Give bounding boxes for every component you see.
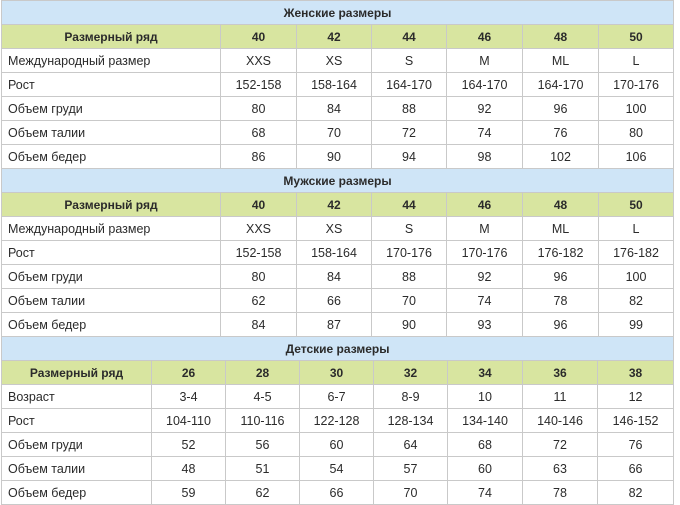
table-row (2, 265, 674, 289)
cell: 70 (297, 121, 372, 145)
section-title-women: Женские размеры (2, 1, 674, 25)
cell: 74 (447, 289, 523, 313)
cell: 164-170 (372, 73, 447, 97)
header-cell: 50 (599, 25, 674, 49)
table-row (2, 433, 674, 457)
cell: 78 (523, 481, 598, 505)
header-cell: 40 (221, 193, 297, 217)
cell: 94 (372, 145, 447, 169)
cell: ML (523, 49, 599, 73)
table-row (2, 97, 674, 121)
cell: 76 (598, 433, 674, 457)
cell: 128-134 (374, 409, 448, 433)
cell: 80 (221, 97, 297, 121)
cell: 57 (374, 457, 448, 481)
table-row (2, 457, 674, 481)
cell: 6-7 (300, 385, 374, 409)
cell: 158-164 (297, 73, 372, 97)
cell: 4-5 (226, 385, 300, 409)
header-label: Размерный ряд (2, 193, 221, 217)
cell: 74 (448, 481, 523, 505)
cell: 90 (372, 313, 447, 337)
section-title-men: Мужские размеры (2, 169, 674, 193)
header-cell: 40 (221, 25, 297, 49)
table-row (2, 145, 674, 169)
table-row (2, 313, 674, 337)
cell: 8-9 (374, 385, 448, 409)
kids-sizes-table (1, 336, 674, 505)
table-row (2, 217, 674, 241)
table-row (2, 289, 674, 313)
cell: 74 (447, 121, 523, 145)
section-title-kids: Детские размеры (2, 337, 674, 361)
cell: 100 (599, 265, 674, 289)
table-row (2, 73, 674, 97)
cell: 176-182 (523, 241, 599, 265)
cell: 98 (447, 145, 523, 169)
table-row (2, 49, 674, 73)
row-label: Рост (2, 241, 221, 265)
cell: 122-128 (300, 409, 374, 433)
cell: 66 (297, 289, 372, 313)
row-label: Объем бедер (2, 145, 221, 169)
cell: 84 (297, 97, 372, 121)
header-cell: 42 (297, 25, 372, 49)
cell: 54 (300, 457, 374, 481)
cell: S (372, 217, 447, 241)
cell: 72 (523, 433, 598, 457)
cell: 176-182 (599, 241, 674, 265)
cell: 82 (599, 289, 674, 313)
cell: 170-176 (599, 73, 674, 97)
table-row (2, 409, 674, 433)
cell: 68 (221, 121, 297, 145)
cell: 92 (447, 265, 523, 289)
cell: 80 (221, 265, 297, 289)
cell: 62 (226, 481, 300, 505)
cell: XXS (221, 217, 297, 241)
header-row (2, 25, 674, 49)
header-cell: 26 (152, 361, 226, 385)
row-label: Объем груди (2, 433, 152, 457)
men-sizes-table (1, 168, 674, 337)
cell: 110-116 (226, 409, 300, 433)
header-cell: 44 (372, 193, 447, 217)
header-cell: 48 (523, 25, 599, 49)
cell: 84 (297, 265, 372, 289)
cell: ML (523, 217, 599, 241)
cell: 164-170 (523, 73, 599, 97)
row-label: Возраст (2, 385, 152, 409)
cell: 92 (447, 97, 523, 121)
header-cell: 50 (599, 193, 674, 217)
cell: 66 (300, 481, 374, 505)
cell: 170-176 (372, 241, 447, 265)
row-label: Рост (2, 73, 221, 97)
cell: 100 (599, 97, 674, 121)
header-cell: 42 (297, 193, 372, 217)
cell: 3-4 (152, 385, 226, 409)
cell: 68 (448, 433, 523, 457)
cell: 70 (374, 481, 448, 505)
cell: 140-146 (523, 409, 598, 433)
cell: 59 (152, 481, 226, 505)
cell: 82 (598, 481, 674, 505)
row-label: Международный размер (2, 217, 221, 241)
table-row (2, 241, 674, 265)
header-cell: 48 (523, 193, 599, 217)
cell: 62 (221, 289, 297, 313)
cell: 76 (523, 121, 599, 145)
table-row (2, 385, 674, 409)
cell: 106 (599, 145, 674, 169)
header-cell: 46 (447, 193, 523, 217)
cell: L (599, 49, 674, 73)
header-cell: 44 (372, 25, 447, 49)
cell: 152-158 (221, 241, 297, 265)
row-label: Объем груди (2, 97, 221, 121)
cell: 84 (221, 313, 297, 337)
cell: M (447, 49, 523, 73)
cell: 152-158 (221, 73, 297, 97)
cell: 99 (599, 313, 674, 337)
row-label: Объем талии (2, 121, 221, 145)
cell: S (372, 49, 447, 73)
table-row (2, 121, 674, 145)
cell: 10 (448, 385, 523, 409)
cell: XS (297, 217, 372, 241)
cell: 158-164 (297, 241, 372, 265)
cell: 102 (523, 145, 599, 169)
row-label: Объем талии (2, 457, 152, 481)
row-label: Объем бедер (2, 313, 221, 337)
header-cell: 28 (226, 361, 300, 385)
cell: 52 (152, 433, 226, 457)
cell: 164-170 (447, 73, 523, 97)
cell: 80 (599, 121, 674, 145)
cell: 96 (523, 313, 599, 337)
header-cell: 38 (598, 361, 674, 385)
cell: XS (297, 49, 372, 73)
cell: 90 (297, 145, 372, 169)
cell: 12 (598, 385, 674, 409)
cell: 86 (221, 145, 297, 169)
row-label: Объем талии (2, 289, 221, 313)
cell: L (599, 217, 674, 241)
header-cell: 34 (448, 361, 523, 385)
cell: 87 (297, 313, 372, 337)
cell: 78 (523, 289, 599, 313)
cell: M (447, 217, 523, 241)
header-row (2, 193, 674, 217)
header-label: Размерный ряд (2, 25, 221, 49)
cell: 88 (372, 97, 447, 121)
header-cell: 36 (523, 361, 598, 385)
cell: 104-110 (152, 409, 226, 433)
cell: 66 (598, 457, 674, 481)
cell: XXS (221, 49, 297, 73)
cell: 146-152 (598, 409, 674, 433)
cell: 56 (226, 433, 300, 457)
cell: 60 (300, 433, 374, 457)
cell: 88 (372, 265, 447, 289)
cell: 170-176 (447, 241, 523, 265)
row-label: Объем груди (2, 265, 221, 289)
header-cell: 32 (374, 361, 448, 385)
row-label: Международный размер (2, 49, 221, 73)
cell: 51 (226, 457, 300, 481)
cell: 63 (523, 457, 598, 481)
cell: 11 (523, 385, 598, 409)
header-label: Размерный ряд (2, 361, 152, 385)
header-cell: 46 (447, 25, 523, 49)
row-label: Рост (2, 409, 152, 433)
cell: 70 (372, 289, 447, 313)
header-cell: 30 (300, 361, 374, 385)
cell: 72 (372, 121, 447, 145)
cell: 96 (523, 265, 599, 289)
cell: 96 (523, 97, 599, 121)
cell: 60 (448, 457, 523, 481)
women-sizes-table (1, 0, 674, 169)
row-label: Объем бедер (2, 481, 152, 505)
header-row (2, 361, 674, 385)
cell: 134-140 (448, 409, 523, 433)
cell: 48 (152, 457, 226, 481)
cell: 64 (374, 433, 448, 457)
cell: 93 (447, 313, 523, 337)
